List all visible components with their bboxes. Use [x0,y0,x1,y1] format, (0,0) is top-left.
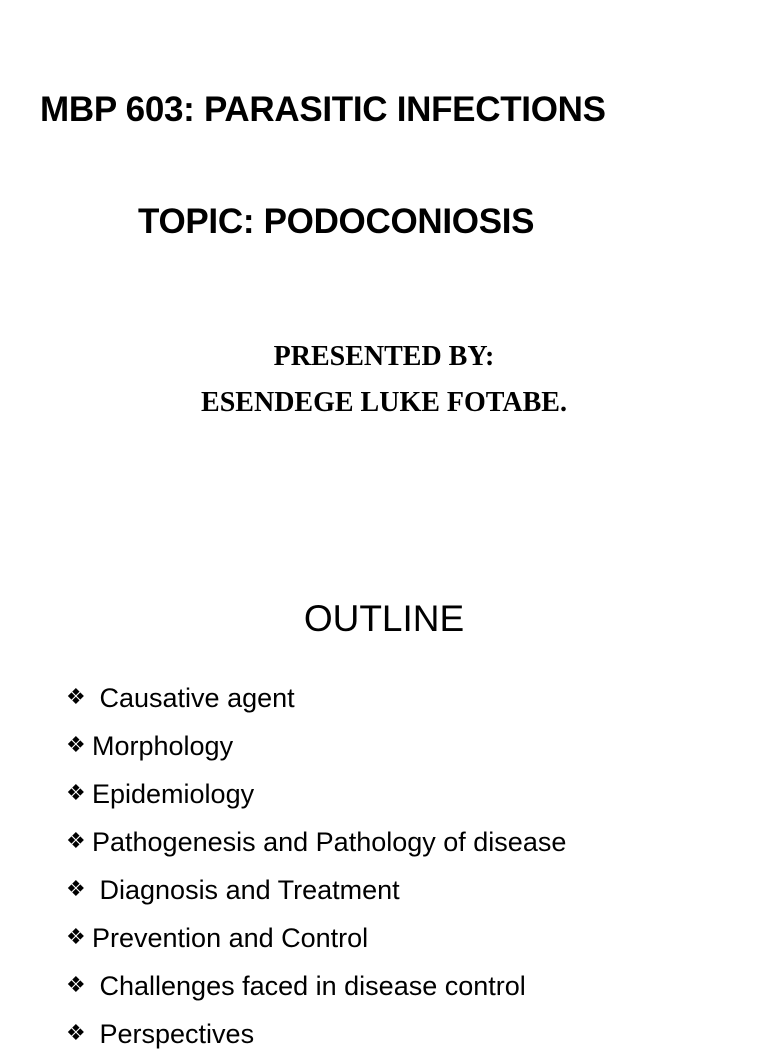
outline-item-label: Pathogenesis and Pathology of disease [92,827,567,857]
list-item [66,678,566,726]
list-item [66,726,566,774]
four-diamond-bullet-icon: ❖ [66,877,86,902]
four-diamond-bullet-icon: ❖ [66,973,86,998]
four-diamond-bullet-icon: ❖ [66,733,86,758]
outline-slide [0,580,768,1049]
list-item [66,966,566,1014]
outline-item-label: Diagnosis and Treatment [92,875,400,905]
outline-item-label: Epidemiology [92,779,255,809]
outline-item-label: Challenges faced in disease control [92,971,526,1001]
four-diamond-bullet-icon: ❖ [66,781,86,806]
four-diamond-bullet-icon: ❖ [66,685,86,710]
presenter-name: ESENDEGE LUKE FOTABE. [201,387,567,418]
presenter-block [0,334,768,426]
outline-item-label: Perspectives [92,1019,255,1049]
list-item [66,1014,566,1062]
list-item [66,822,566,870]
list-item [66,918,566,966]
outline-heading: OUTLINE [303,598,465,639]
four-diamond-bullet-icon: ❖ [66,829,86,854]
outline-item-label: Prevention and Control [92,923,369,953]
presented-by-label: PRESENTED BY: [273,341,495,372]
four-diamond-bullet-icon: ❖ [66,925,86,950]
list-item [66,774,566,822]
course-title: MBP 603: PARASITIC INFECTIONS [40,90,606,129]
outline-item-label: Causative agent [92,683,295,713]
list-item [66,870,566,918]
outline-item-label: Morphology [92,731,234,761]
topic-title: TOPIC: PODOCONIOSIS [138,202,535,241]
outline-list [66,678,566,1062]
four-diamond-bullet-icon: ❖ [66,1021,86,1046]
